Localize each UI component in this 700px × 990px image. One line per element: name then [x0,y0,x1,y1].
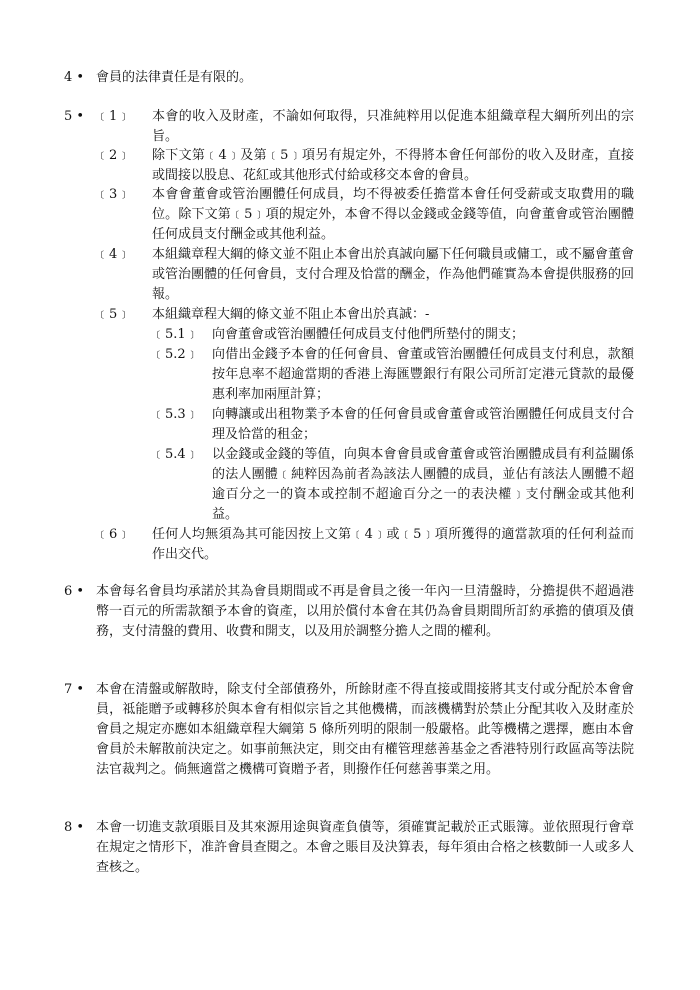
sub-clause-label: ﹝5.4﹞ [152,447,199,462]
clause-text: 本會每名會員均承諾於其為會員期間或不再是會員之後一年內一旦清盤時，分擔提供不超過港幣一百元的所需款額予本會的資產，以用於償付本會在其仍為會員期間所訂約承擔的債項及債務，支付清盤的費用、收費和開支，以及用於調整分擔人之間的權利。 [96,584,634,639]
sub-clause-label: ﹝2﹞ [96,148,131,163]
sub-clause-label: ﹝3﹞ [96,187,131,202]
clause-number: 5 • [64,109,85,124]
sub-clause-text: 本會會董會或管治團體任何成員，均不得被委任擔當本會任何受薪或支取費用的職位。除下文第﹝5﹞項的規定外，本會不得以金錢或金錢等值，向會董會或管治團體任何成員支付酬金或其他利益。 [152,187,634,242]
clause-text: 本會在清盤或解散時，除支付全部債務外，所餘財產不得直接或間接將其支付或分配於本會會員，祗能贈予或轉移於與本會有相似宗旨之其他機構，而該機構對於禁止分配其收入及財產於會員之規定亦應如本組織章程大綱第 5 條所列明的限制一般嚴格。此等機構之選擇，應由本會會員於未解散前決定之。如事前無決定，則交由有權管理慈善基金之香港特別行政區高等法院法官裁判之。倘無適當之機構可資贈予者，則撥作任何慈善事業之用。 [96,682,634,777]
clause-text: 會員的法律責任是有限的。 [96,70,253,85]
clause-number: 8 • [64,820,85,835]
sub-clause-label: ﹝5.3﹞ [152,407,199,422]
sub-clause-label: ﹝4﹞ [96,247,131,262]
clause-number: 7 • [64,682,85,697]
sub-clause-label: ﹝5.2﹞ [152,347,199,362]
sub-clause-text: 任何人均無須為其可能因按上文第﹝4﹞或﹝5﹞項所獲得的適當款項的任何利益而作出交代。 [152,527,634,562]
sub-clause-label: ﹝5﹞ [96,307,131,322]
sub-clause-text: 本會的收入及財產，不論如何取得，只准純粹用以促進本組織章程大綱所列出的宗旨。 [152,109,634,144]
sub-clause-text: 本組織章程大綱的條文並不阻止本會出於真誠向屬下任何職員或傭工，或不屬會董會或管治團體的任何會員，支付合理及恰當的酬金，作為他們確實為本會提供服務的回報。 [152,247,634,302]
sub-clause-label: ﹝5.1﹞ [152,327,199,342]
sub-clause-text: 向借出金錢予本會的任何會員、會董或管治團體任何成員支付利息，款額按年息率不超逾當期的香港上海匯豐銀行有限公司所訂定港元貸款的最優惠利率加兩厘計算； [212,347,634,402]
sub-clause-text: 向會董會或管治團體任何成員支付他們所墊付的開支； [212,327,525,342]
sub-clause-text: 本組織章程大綱的條文並不阻止本會出於真誠：- [152,307,430,322]
clause-text: 本會一切進支款項賬目及其來源用途與資產負債等，須確實記載於正式賬簿。並依照現行會章在規定之情形下，准許會員查閱之。本會之賬目及決算表，每年須由合格之核數師一人或多人查核之。 [96,820,634,875]
clause-number: 6 • [64,584,85,599]
sub-clause-label: ﹝1﹞ [96,109,131,124]
sub-clause-text: 向轉讓或出租物業予本會的任何會員或會董會或管治團體任何成員支付合理及恰當的租金； [212,407,634,442]
sub-clause-label: ﹝6﹞ [96,527,131,542]
sub-clause-text: 以金錢或金錢的等值，向與本會會員或會董會或管治團體成員有利益關係的法人團體﹝純粹因為前者為該法人團體的成員，並佔有該法人團體不超逾百分之一的資本或控制不超逾百分之一的表決權﹞支付酬金或其他利益。 [212,447,634,522]
clause-number: 4 • [64,70,85,85]
sub-clause-text: 除下文第﹝4﹞及第﹝5﹞項另有規定外，不得將本會任何部份的收入及財產，直接或間接以股息、花紅或其他形式付給或移交本會的會員。 [152,148,634,183]
